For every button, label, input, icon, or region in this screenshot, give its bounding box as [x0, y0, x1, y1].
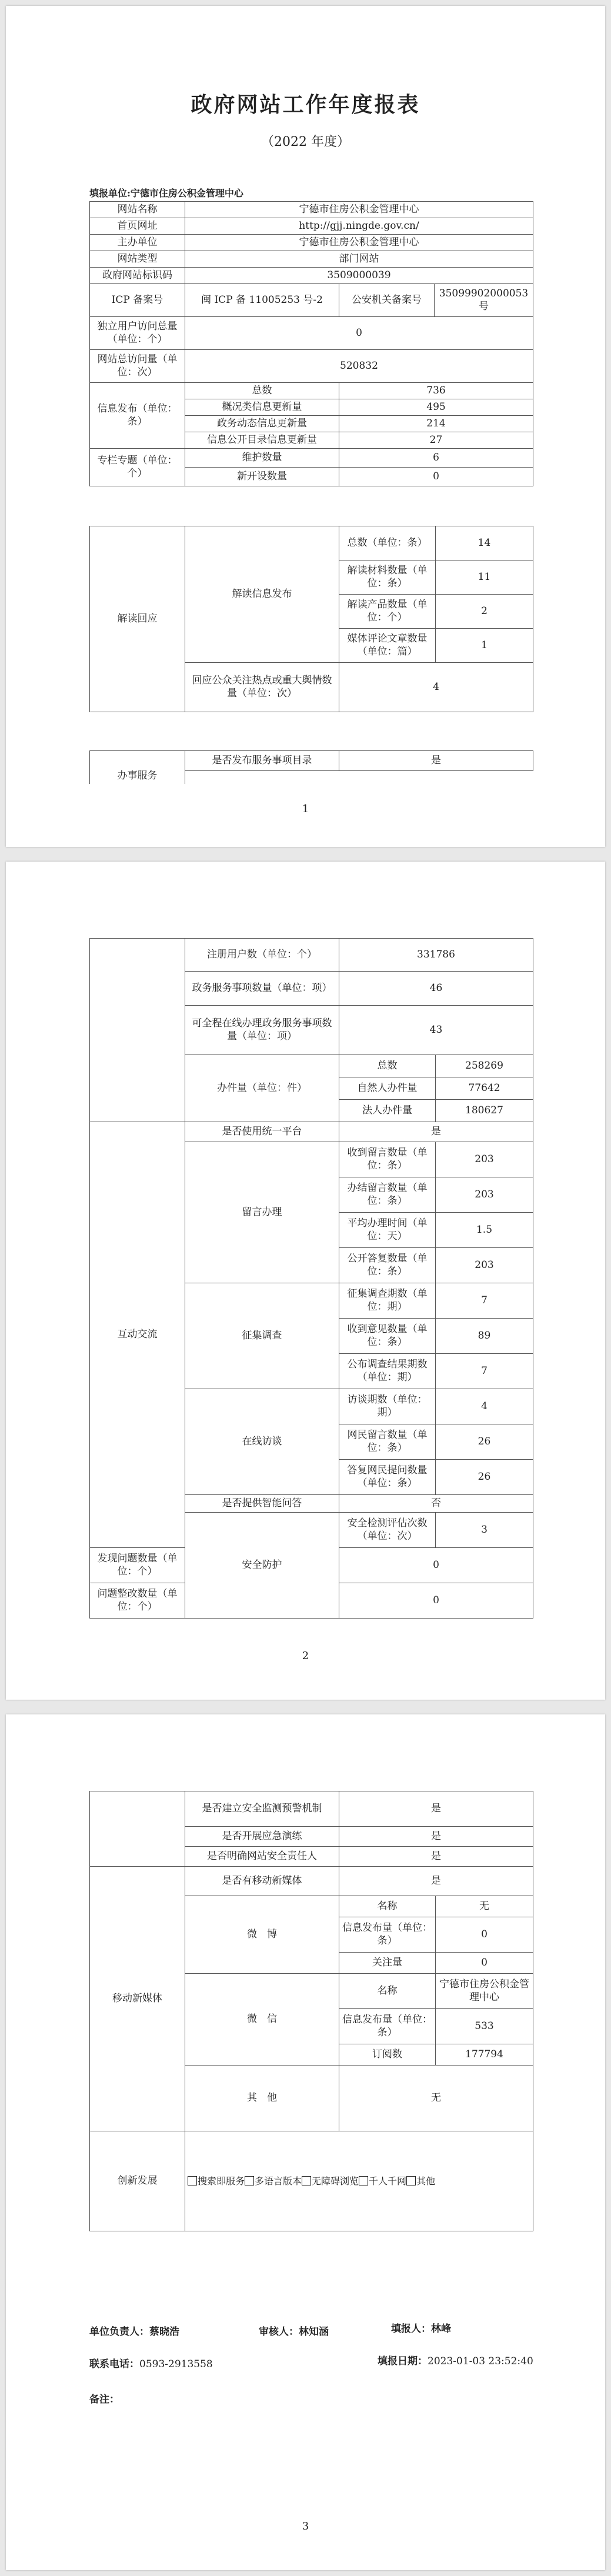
- row-label: 信息发布量（单位：条）: [339, 1917, 436, 1953]
- footer-value: 林知涵: [299, 2326, 329, 2338]
- row-label: 主办单位: [90, 235, 185, 251]
- row-value: 是: [339, 1122, 533, 1142]
- table-row: [90, 449, 533, 468]
- row-value: 89: [436, 1319, 533, 1354]
- table-row: [90, 350, 533, 383]
- row-label: 法人办件量: [339, 1100, 436, 1122]
- row-value: 7: [436, 1283, 533, 1319]
- row-value: 3: [436, 1513, 533, 1548]
- row-label: 是否开展应急演练: [185, 1827, 339, 1847]
- report-table-part-3: [89, 526, 533, 712]
- row-value: 宁德市住房公积金管理中心: [185, 235, 533, 251]
- row-value: 736: [339, 383, 533, 399]
- subsection-label: 其 他: [185, 2066, 339, 2131]
- report-table-part-4: [89, 750, 533, 784]
- row-value: 0: [339, 468, 533, 486]
- footer-phone: [89, 2355, 213, 2370]
- row-value: 1: [436, 629, 533, 663]
- footer-value: 林峰: [431, 2323, 451, 2335]
- row-value: 203: [436, 1248, 533, 1283]
- checkbox-icon[interactable]: [406, 2176, 416, 2185]
- checkbox-icon[interactable]: [359, 2176, 368, 2185]
- footer-label: 审核人：: [259, 2326, 299, 2338]
- row-value: 是: [339, 1867, 533, 1896]
- row-label: 新开设数量: [185, 468, 339, 486]
- report-table-part-5: [89, 938, 533, 1619]
- row-value: 否: [339, 1495, 533, 1513]
- section-label: 解读回应: [90, 526, 185, 712]
- footer-value: 2023-01-03 23:52:40: [428, 2355, 533, 2367]
- page-number: 1: [302, 803, 309, 815]
- section-label: 信息发布（单位：条）: [90, 383, 185, 449]
- footer-head: [89, 2323, 179, 2338]
- table-row: [90, 284, 533, 317]
- table-row: [90, 268, 533, 284]
- table-row: [90, 317, 533, 350]
- row-label: 公安机关备案号: [339, 284, 435, 317]
- row-label: 维护数量: [185, 449, 339, 468]
- row-value: 14: [436, 526, 533, 560]
- subsection-label: 在线访谈: [185, 1389, 339, 1495]
- row-label: 信息公开目录信息更新量: [185, 432, 339, 449]
- row-label: 政府网站标识码: [90, 268, 185, 284]
- section-label: 办事服务: [90, 751, 185, 784]
- section-label: 移动新媒体: [90, 1867, 185, 2131]
- filler-unit: 填报单位:宁德市住房公积金管理中心: [89, 188, 243, 199]
- checkbox-icon[interactable]: [188, 2176, 197, 2185]
- row-label: 解读材料数量（单位：条）: [339, 560, 436, 595]
- checkbox-icon[interactable]: [302, 2176, 311, 2185]
- row-label: 征集调查期数（单位：期）: [339, 1283, 436, 1319]
- row-label: 独立用户访问总量（单位：个）: [90, 317, 185, 350]
- row-label: 注册用户数（单位：个）: [185, 939, 339, 972]
- row-label: 政务动态信息更新量: [185, 416, 339, 432]
- option-label: 无障碍浏览: [312, 2175, 359, 2187]
- row-value: 0: [339, 1583, 533, 1619]
- footer-label: 填报人：: [391, 2323, 431, 2335]
- row-value: 是: [339, 1847, 533, 1867]
- footer-value: 0593-2913558: [139, 2358, 213, 2370]
- row-label: 访谈期数（单位：期）: [339, 1389, 436, 1424]
- table-row: [90, 1791, 533, 1827]
- subsection-label: 留言办理: [185, 1142, 339, 1283]
- checkbox-icon[interactable]: [245, 2176, 254, 2185]
- row-label: 是否提供智能问答: [185, 1495, 339, 1513]
- report-page-1: [6, 6, 605, 847]
- row-label: 政务服务事项数量（单位：项）: [185, 972, 339, 1006]
- row-label: 是否发布服务事项目录: [185, 751, 339, 771]
- row-value: 是: [339, 751, 533, 771]
- option-label: 其他: [416, 2175, 436, 2187]
- option-label: 多语言版本: [255, 2175, 302, 2187]
- row-value: 4: [436, 1389, 533, 1424]
- row-label: 总数: [185, 383, 339, 399]
- footer-label: 联系电话：: [89, 2358, 139, 2370]
- option-label: 千人千网: [369, 2175, 407, 2187]
- section-label-continued: [90, 939, 185, 1122]
- row-value: 7: [436, 1354, 533, 1389]
- subsection-label: 微 博: [185, 1896, 339, 1974]
- table-row: [90, 939, 533, 972]
- report-table-part-2: [89, 382, 533, 486]
- row-value: 35099902000053 号: [435, 284, 533, 317]
- row-label: 平均办理时间（单位：天）: [339, 1213, 436, 1248]
- row-value: 是: [339, 1791, 533, 1827]
- row-value: 258269: [436, 1055, 533, 1077]
- row-value: 331786: [339, 939, 533, 972]
- report-page-3: [6, 1714, 605, 2570]
- row-value: 是: [339, 1827, 533, 1847]
- row-value: 0: [436, 1953, 533, 1974]
- row-value: 43: [339, 1006, 533, 1055]
- row-label: 关注量: [339, 1953, 436, 1974]
- row-label: 是否有移动新媒体: [185, 1867, 339, 1896]
- row-value: 11: [436, 560, 533, 595]
- row-label: 网站类型: [90, 251, 185, 268]
- row-label: 收到留言数量（单位：条）: [339, 1142, 436, 1177]
- row-label: 办结留言数量（单位：条）: [339, 1177, 436, 1213]
- section-label: 互动交流: [90, 1122, 185, 1548]
- row-value: 宁德市住房公积金管理中心: [436, 1974, 533, 2009]
- subsection-label: 办件量（单位：件）: [185, 1055, 339, 1122]
- row-label: 公开答复数量（单位：条）: [339, 1248, 436, 1283]
- footer-label: 填报日期：: [378, 2355, 428, 2367]
- row-label: 安全检测评估次数（单位：次）: [339, 1513, 436, 1548]
- section-label: 专栏专题（单位：个）: [90, 449, 185, 486]
- row-label: 解读产品数量（单位：个）: [339, 595, 436, 629]
- row-label: 总数: [339, 1055, 436, 1077]
- table-row: [90, 218, 533, 235]
- row-value: 203: [436, 1142, 533, 1177]
- row-label: 名称: [339, 1974, 436, 2009]
- row-label: 网站总访问量（单位：次）: [90, 350, 185, 383]
- row-label: 答复网民提问数量（单位：条）: [339, 1460, 436, 1495]
- table-edge: [185, 771, 533, 784]
- footer-reviewer: [259, 2323, 329, 2338]
- table-row: [90, 202, 533, 218]
- row-value: 闽 ICP 备 11005253 号-2: [185, 284, 339, 317]
- table-row: [90, 526, 533, 560]
- row-value: 203: [436, 1177, 533, 1213]
- row-value: 3509000039: [185, 268, 533, 284]
- row-value: 无: [436, 1896, 533, 1917]
- table-row: [90, 1867, 533, 1896]
- row-value: 无: [339, 2066, 533, 2131]
- row-label: 首页网址: [90, 218, 185, 235]
- row-value: 495: [339, 399, 533, 416]
- subsection-label: 微 信: [185, 1974, 339, 2066]
- row-label: 可全程在线办理政务服务事项数量（单位：项）: [185, 1006, 339, 1055]
- report-table-part-1: [89, 201, 533, 383]
- row-label: 订阅数: [339, 2044, 436, 2066]
- row-label: 收到意见数量（单位：条）: [339, 1319, 436, 1354]
- footer-label: 单位负责人：: [89, 2326, 149, 2338]
- row-label: 公布调查结果期数（单位：期）: [339, 1354, 436, 1389]
- row-value: 46: [339, 972, 533, 1006]
- row-value: http://gjj.ningde.gov.cn/: [185, 218, 533, 235]
- row-value: 0: [436, 1917, 533, 1953]
- row-value: 宁德市住房公积金管理中心: [185, 202, 533, 218]
- row-label: 网民留言数量（单位：条）: [339, 1424, 436, 1460]
- row-value: 520832: [185, 350, 533, 383]
- report-table-part-6: [89, 1791, 533, 2231]
- row-label: 回应公众关注热点或重大舆情数量（单位：次）: [185, 663, 339, 712]
- row-value: 6: [339, 449, 533, 468]
- footer-date: [378, 2353, 533, 2367]
- footer-note: 备注：: [89, 2394, 119, 2405]
- row-value: 533: [436, 2009, 533, 2044]
- row-label: 名称: [339, 1896, 436, 1917]
- row-value: 77642: [436, 1077, 533, 1100]
- row-value: 4: [339, 663, 533, 712]
- row-value: 177794: [436, 2044, 533, 2066]
- table-row: [90, 2131, 533, 2231]
- table-row: [90, 1122, 533, 1142]
- table-row: [90, 251, 533, 268]
- subsection-label: 解读信息发布: [185, 526, 339, 663]
- page-number: 2: [302, 1650, 309, 1662]
- section-label: 安全防护: [185, 1513, 339, 1619]
- row-value: 214: [339, 416, 533, 432]
- report-page-2: [6, 862, 605, 1700]
- footer-value: 蔡晓浩: [149, 2326, 179, 2338]
- table-row: [90, 751, 533, 771]
- row-value: 1.5: [436, 1213, 533, 1248]
- row-label: ICP 备案号: [90, 284, 185, 317]
- row-value: 26: [436, 1460, 533, 1495]
- page-number: 3: [302, 2520, 309, 2532]
- footer-reporter: [391, 2320, 451, 2335]
- row-label: 信息发布量（单位：条）: [339, 2009, 436, 2044]
- row-label: 是否使用统一平台: [185, 1122, 339, 1142]
- row-value: 2: [436, 595, 533, 629]
- table-row: [90, 383, 533, 399]
- row-label: 媒体评论文章数量（单位：篇）: [339, 629, 436, 663]
- row-label: 自然人办件量: [339, 1077, 436, 1100]
- row-value: 26: [436, 1424, 533, 1460]
- table-row: [90, 235, 533, 251]
- section-label-continued: [90, 1791, 185, 1867]
- report-year: （2022 年度）: [261, 135, 350, 149]
- row-value: 0: [339, 1548, 533, 1583]
- row-label: 问题整改数量（单位：个）: [90, 1583, 185, 1619]
- row-label: 网站名称: [90, 202, 185, 218]
- subsection-label: 征集调查: [185, 1283, 339, 1389]
- row-label: 总数（单位：条）: [339, 526, 436, 560]
- row-label: 是否建立安全监测预警机制: [185, 1791, 339, 1827]
- row-value: 180627: [436, 1100, 533, 1122]
- innovation-options: [185, 2131, 533, 2231]
- row-value: 27: [339, 432, 533, 449]
- row-label: 发现问题数量（单位：个）: [90, 1548, 185, 1583]
- row-label: 概况类信息更新量: [185, 399, 339, 416]
- report-title: 政府网站工作年度报表: [191, 92, 420, 117]
- row-value: 部门网站: [185, 251, 533, 268]
- option-label: 搜索即服务: [198, 2175, 245, 2187]
- section-label: 创新发展: [90, 2131, 185, 2231]
- row-value: 0: [185, 317, 533, 350]
- row-label: 是否明确网站安全责任人: [185, 1847, 339, 1867]
